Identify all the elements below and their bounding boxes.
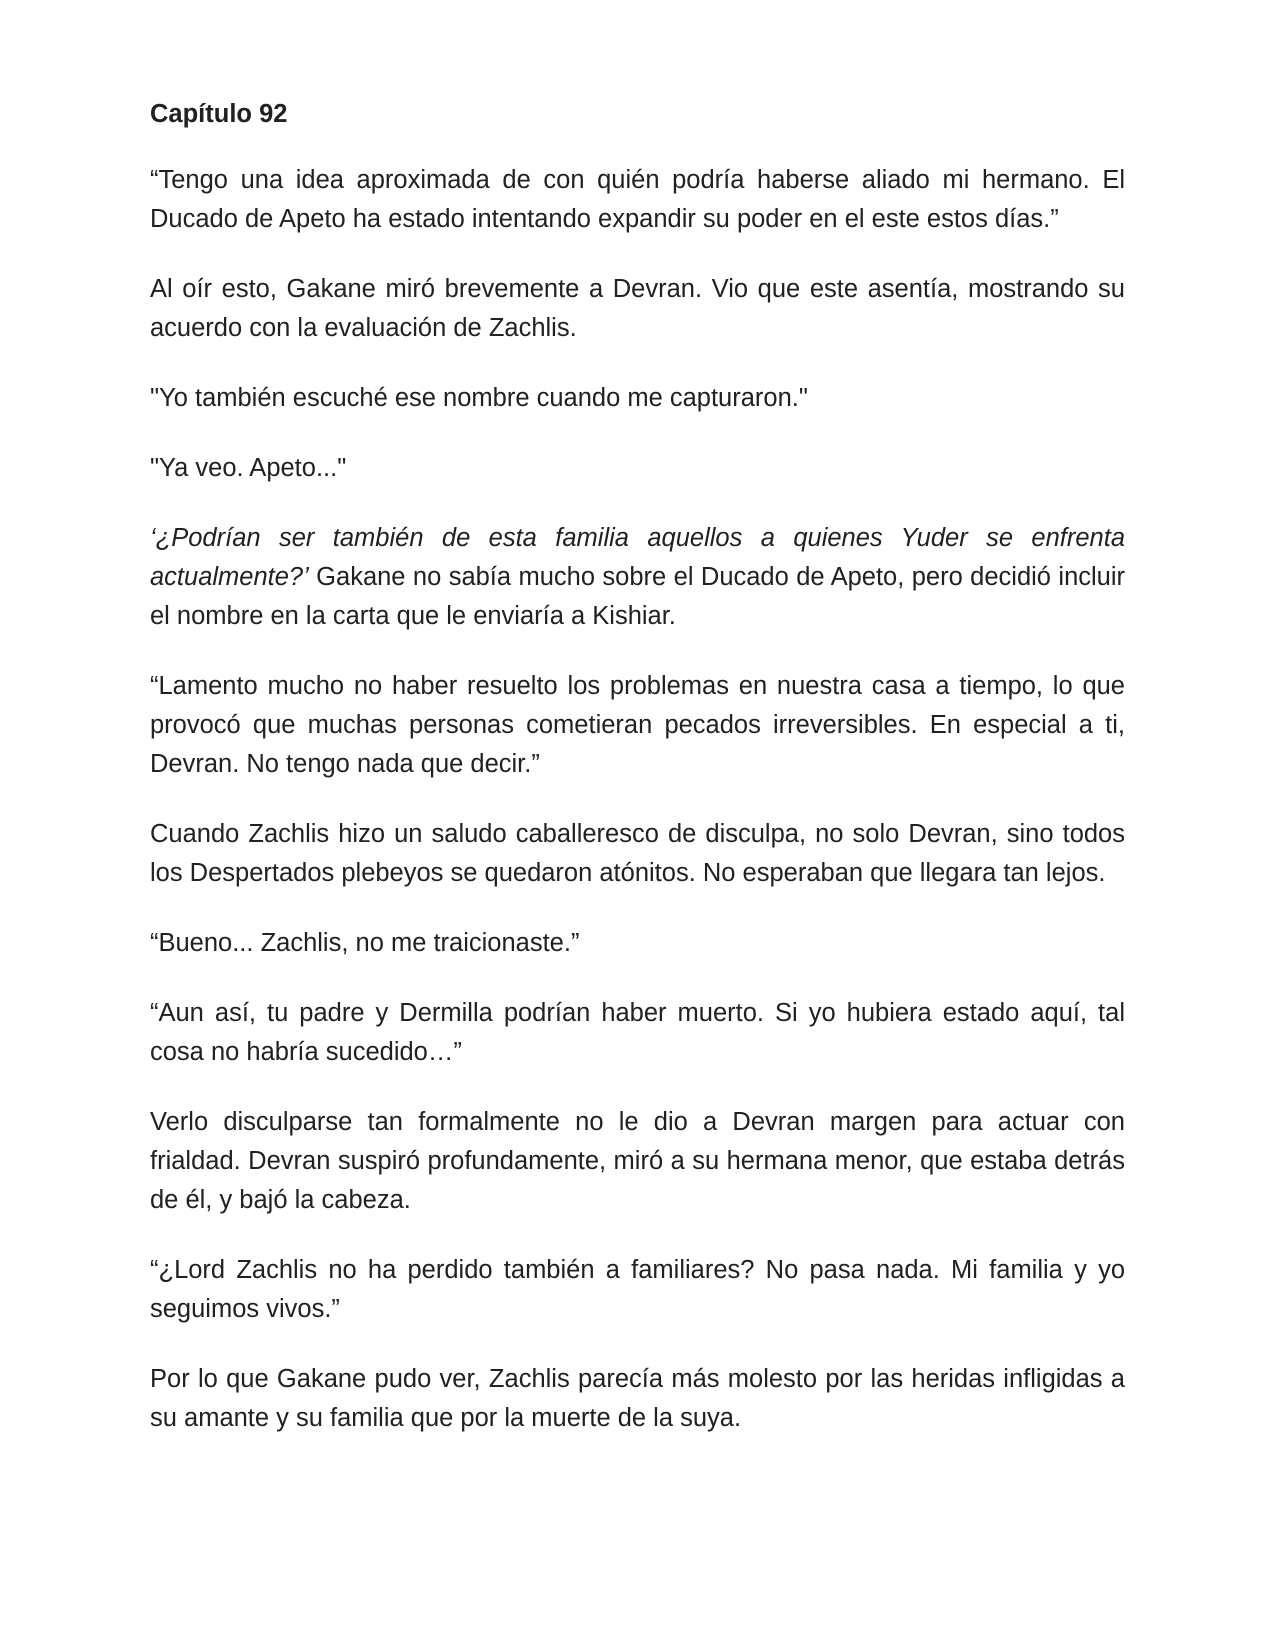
paragraph	[150, 815, 1125, 893]
chapter-title: Capítulo 92	[150, 100, 288, 128]
paragraph	[150, 1103, 1125, 1220]
paragraph-text: Cuando Zachlis hizo un saludo caballeresco de disculpa, no solo Devran, sino todos los Despertados plebeyos se quedaron atónitos. No esperaban que llegara tan lejos.	[150, 820, 1125, 887]
paragraph-text: “Tengo una idea aproximada de con quién podría haberse aliado mi hermano. El Ducado de Apeto ha estado intentando expandir su poder en el este estos días.”	[150, 166, 1125, 233]
paragraph-text: "Yo también escuché ese nombre cuando me capturaron."	[150, 384, 808, 412]
paragraph	[150, 161, 1125, 239]
paragraph-text: Al oír esto, Gakane miró brevemente a Devran. Vio que este asentía, mostrando su acuerdo con la evaluación de Zachlis.	[150, 275, 1125, 342]
paragraph	[150, 270, 1125, 348]
paragraph-text: “Lamento mucho no haber resuelto los problemas en nuestra casa a tiempo, lo que provocó que muchas personas cometieran pecados irreversibles. En especial a ti, Devran. No tengo nada que decir.”	[150, 672, 1125, 778]
paragraph-text: “¿Lord Zachlis no ha perdido también a familiares? No pasa nada. Mi familia y yo seguimos vivos.”	[150, 1256, 1125, 1323]
paragraph-text: “Aun así, tu padre y Dermilla podrían haber muerto. Si yo hubiera estado aquí, tal cosa no habría sucedido…”	[150, 999, 1125, 1066]
paragraph-text: Por lo que Gakane pudo ver, Zachlis parecía más molesto por las heridas infligidas a su amante y su familia que por la muerte de la suya.	[150, 1365, 1125, 1432]
paragraph	[150, 449, 1125, 488]
paragraph-text: Verlo disculparse tan formalmente no le dio a Devran margen para actuar con frialdad. Devran suspiró profundamente, miró a su hermana menor, que estaba detrás de él, y bajó la cabeza.	[150, 1108, 1125, 1214]
paragraph-italic-thought: ‘¿Podrían ser también de esta familia aquellos a quienes Yuder se enfrenta actualmente?’	[150, 524, 1125, 591]
paragraph-text: "Ya veo. Apeto..."	[150, 454, 347, 482]
paragraph-text: “Bueno... Zachlis, no me traicionaste.”	[150, 929, 580, 957]
paragraph	[150, 379, 1125, 418]
paragraph	[150, 1251, 1125, 1329]
paragraph	[150, 667, 1125, 784]
paragraph	[150, 924, 1125, 963]
paragraph	[150, 519, 1125, 636]
paragraph	[150, 994, 1125, 1072]
paragraph	[150, 1360, 1125, 1438]
document-page	[150, 95, 1125, 1469]
paragraph-text: Gakane no sabía mucho sobre el Ducado de Apeto, pero decidió incluir el nombre en la carta que le enviaría a Kishiar.	[150, 563, 1125, 630]
